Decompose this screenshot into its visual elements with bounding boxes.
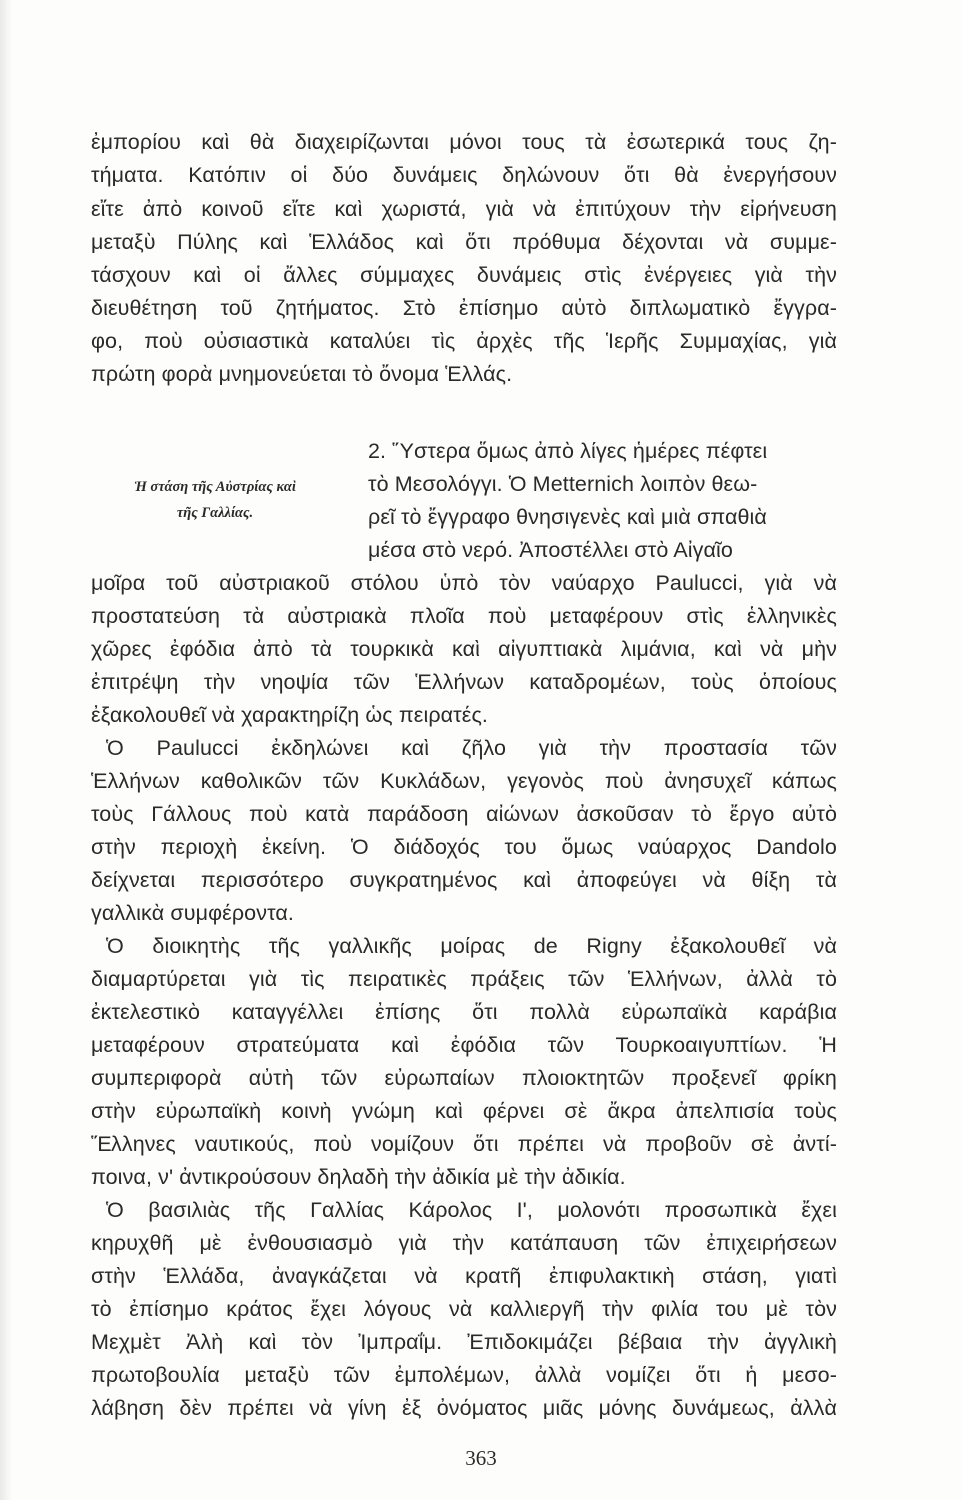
text-line: τοὺς Γάλλους ποὺ κατὰ παράδοση αἰώνων ἀσκοῦσαν τὸ ἔργο αὐτὸ: [91, 802, 837, 826]
text-line: διευθέτηση τοῦ ζητήματος. Στὸ ἐπίσημο αὐτὸ διπλωματικὸ ἔγγρα-: [91, 296, 837, 320]
page-number: 363: [465, 1446, 497, 1470]
text-line: λάβηση δὲν πρέπει νὰ γίνη ἐξ ὀνόματος μιᾶς μόνης δυνάμεως, ἀλλὰ: [91, 1396, 837, 1420]
text-line: Ἕλληνες ναυτικούς, ποὺ νομίζουν ὅτι πρέπει νὰ προβοῦν σὲ ἀντί-: [91, 1132, 837, 1156]
text-line: Ὁ διοικητὴς τῆς γαλλικῆς μοίρας de Rigny ἐξακολουθεῖ νὰ: [106, 934, 837, 958]
text-line: διαμαρτύρεται γιὰ τὶς πειρατικὲς πράξεις τῶν Ἑλλήνων, ἀλλὰ τὸ: [91, 967, 837, 991]
text-line: συμπεριφορὰ αὐτὴ τῶν εὐρωπαίων πλοιοκτητῶν προξενεῖ φρίκη: [91, 1066, 837, 1090]
text-line: τὸ ἐπίσημο κράτος ἔχει λόγους νὰ καλλιεργῆ τὴν φιλία του μὲ τὸν: [91, 1297, 837, 1321]
text-line: ἐξακολουθεῖ νὰ χαρακτηρίζη ὡς πειρατές.: [91, 703, 488, 727]
text-line: ἐκτελεστικὸ καταγγέλλει ἐπίσης ὅτι πολλὰ εὐρωπαϊκὰ καράβια: [91, 1000, 837, 1024]
text-line: χῶρες ἐφόδια ἀπὸ τὰ τουρκικὰ καὶ αἰγυπτιακὰ λιμάνια, καὶ νὰ μὴν: [91, 637, 837, 661]
text-line: Ὁ βασιλιὰς τῆς Γαλλίας Κάρολος Ι', μολονότι προσωπικὰ ἔχει: [106, 1198, 837, 1222]
text-line: πρώτη φορὰ μνημονεύεται τὸ ὄνομα Ἑλλάς.: [91, 362, 513, 386]
text-line: μοῖρα τοῦ αὐστριακοῦ στόλου ὑπὸ τὸν ναύαρχο Paulucci, γιὰ νὰ: [91, 571, 837, 595]
text-line: δείχνεται περισσότερο συγκρατημένος καὶ ἀποφεύγει νὰ θίξη τὰ: [91, 868, 837, 892]
text-line: κηρυχθῆ μὲ ἐνθουσιασμὸ γιὰ τὴν κατάπαυση τῶν ἐπιχειρήσεων: [91, 1231, 837, 1255]
text-line: Ὁ Paulucci ἐκδηλώνει καὶ ζῆλο γιὰ τὴν προστασία τῶν: [106, 736, 837, 760]
margin-note: [82, 474, 348, 526]
text-line: φο, ποὺ οὐσιαστικὰ καταλύει τὶς ἀρχὲς τῆς Ἱερῆς Συμμαχίας, γιὰ: [91, 329, 837, 353]
text-line: προστατεύση τὰ αὐστριακὰ πλοῖα ποὺ μεταφέρουν στὶς ἑλληνικὲς: [91, 604, 837, 628]
text-line: ἐπιτρέψη τὴν νηοψία τῶν Ἑλλήνων καταδρομέων, τοὺς ὁποίους: [91, 670, 837, 694]
text-line: τὸ Μεσολόγγι. Ὁ Metternich λοιπὸν θεω-: [368, 472, 758, 496]
text-line: στὴν εὐρωπαϊκὴ κοινὴ γνώμη καὶ φέρνει σὲ ἄκρα ἀπελπισία τοὺς: [91, 1099, 837, 1123]
margin-note-line: Ἡ στάση τῆς Αὐστρίας καὶ: [134, 479, 296, 495]
text-line: Ἑλλήνων καθολικῶν τῶν Κυκλάδων, γεγονὸς ποὺ ἀνησυχεῖ κάπως: [91, 769, 837, 793]
page-gutter-shadow: [0, 0, 12, 1500]
text-line: εἴτε ἀπὸ κοινοῦ εἴτε καὶ χωριστά, γιὰ νὰ ἐπιτύχουν τὴν εἰρήνευση: [91, 197, 837, 221]
text-line: πρωτοβουλία μεταξὺ τῶν ἐμπολέμων, ἀλλὰ νομίζει ὅτι ἡ μεσο-: [91, 1363, 837, 1387]
section-heading-line: 2. Ὕστερα ὅμως ἀπὸ λίγες ἡμέρες πέφτει: [368, 439, 768, 463]
margin-note-line: τῆς Γαλλίας.: [176, 505, 254, 521]
text-line: τήματα. Κατόπιν οἱ δύο δυνάμεις δηλώνουν ὅτι θὰ ἐνεργήσουν: [91, 163, 837, 187]
text-line: μέσα στὸ νερό. Ἀποστέλλει στὸ Αἰγαῖο: [368, 538, 733, 562]
text-line: μεταφέρουν στρατεύματα καὶ ἐφόδια τῶν Τουρκοαιγυπτίων. Ἡ: [91, 1033, 837, 1057]
text-line: γαλλικὰ συμφέροντα.: [91, 901, 294, 925]
text-line: Μεχμὲτ Ἀλὴ καὶ τὸν Ἰμπραΐμ. Ἐπιδοκιμάζει βέβαια τὴν ἀγγλικὴ: [91, 1330, 837, 1354]
text-line: ποινα, ν' ἀντικρούσουν δηλαδὴ τὴν ἀδικία μὲ τὴν ἀδικία.: [91, 1165, 626, 1189]
text-line: στὴν περιοχὴ ἐκείνη. Ὁ διάδοχός του ὅμως ναύαρχος Dandolo: [91, 835, 837, 859]
text-line: μεταξὺ Πύλης καὶ Ἑλλάδος καὶ ὅτι πρόθυμα δέχονται νὰ συμμε-: [91, 230, 837, 254]
text-line: ἐμπορίου καὶ θὰ διαχειρίζωνται μόνοι τους τὰ ἐσωτερικά τους ζη-: [91, 130, 837, 154]
text-line: τάσχουν καὶ οἱ ἄλλες σύμμαχες δυνάμεις στὶς ἐνέργειες γιὰ τὴν: [91, 263, 837, 287]
text-line: στὴν Ἑλλάδα, ἀναγκάζεται νὰ κρατῆ ἐπιφυλακτικὴ στάση, γιατὶ: [91, 1264, 837, 1288]
text-line: ρεῖ τὸ ἔγγραφο θνησιγενὲς καὶ μιὰ σπαθιὰ: [368, 505, 767, 529]
